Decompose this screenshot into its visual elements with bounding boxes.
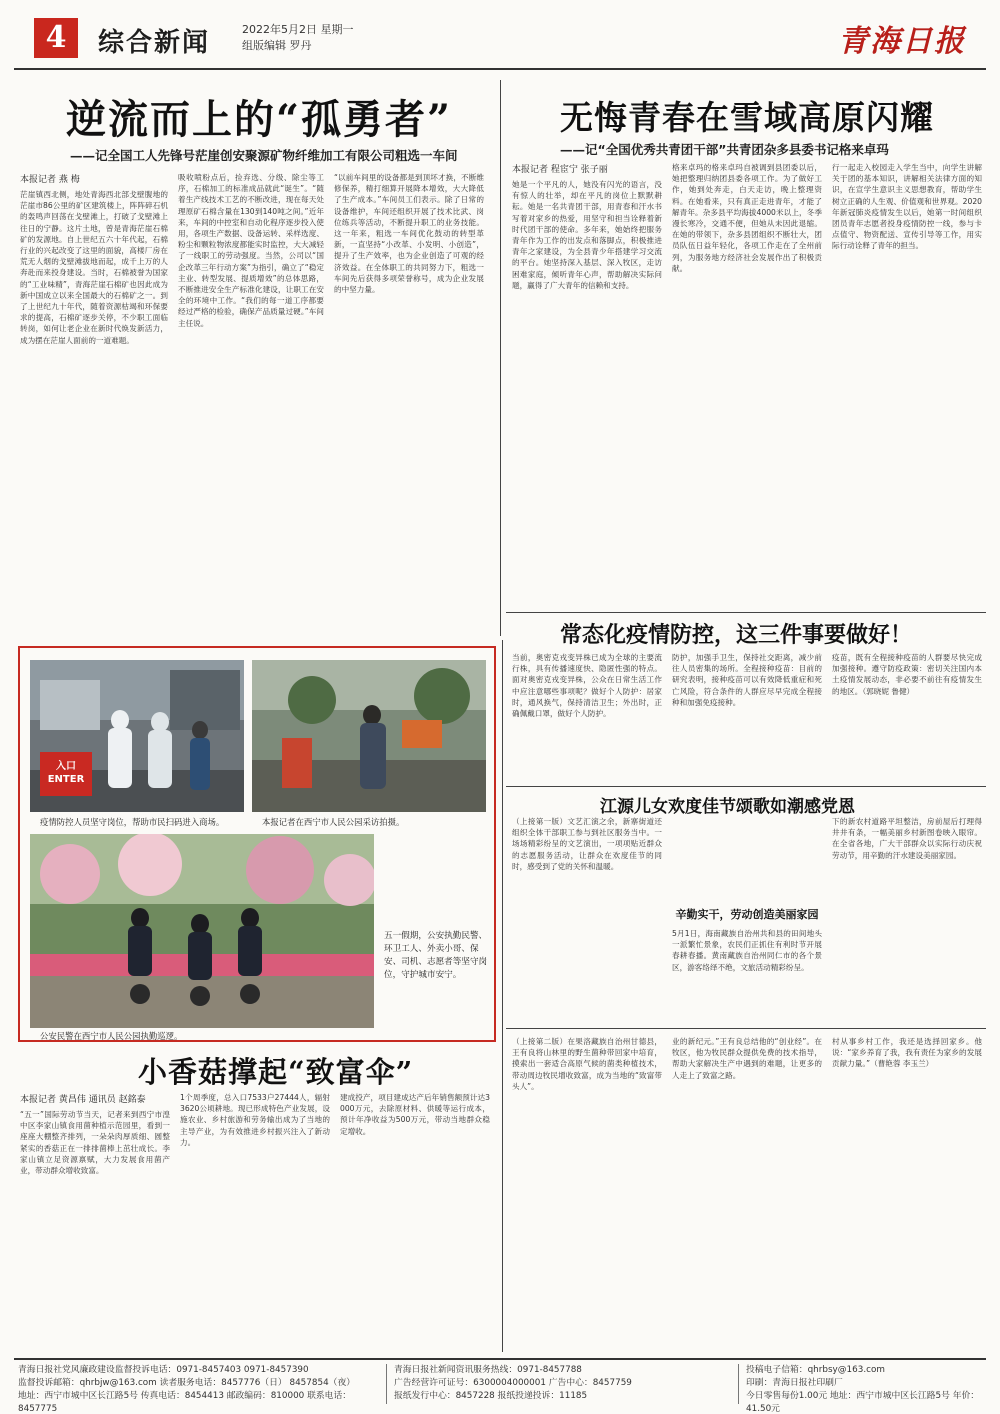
layout-editors: 组版编辑 罗丹	[242, 39, 312, 52]
row-divider-1	[506, 612, 986, 613]
footer-divider	[738, 1364, 739, 1404]
article5-text1: （上接第一版）文艺汇演之余，新寨街道还组织全体干部职工参与到社区服务当中。一场场精彩纷呈的文艺演出，一项项贴近群众的志愿服务活动，让群众在欢度佳节的同时，感受到了党的关怀和温暖。	[512, 817, 662, 871]
article5-subheading: 辛勤实干，劳动创造美丽家园	[675, 908, 819, 921]
page-header	[14, 8, 986, 70]
footer-price: 今日零售每份1.00元 地址：西宁市城中区长江路5号 年价：41.50元	[746, 1391, 980, 1414]
column-divider-lower	[502, 640, 503, 1352]
photo-caption-2: 本报记者在西宁市人民公园采访拍摄。	[262, 817, 405, 827]
article5-text3: 下的新农村道路平坦整洁，房前屋后打理得井井有条，一幅美丽乡村新图卷映入眼帘。在全省各地，广大干部群众以实际行动庆祝劳动节，用辛勤的汗水建设美丽家园。	[832, 817, 982, 860]
article3-col1	[20, 1092, 170, 1350]
newspaper-masthead: 青海日报	[838, 24, 966, 59]
article2-text2: 格来卓玛的格来卓玛自被调到县团委以后，她把整理归纳团县委各项工作。为了做好工作，她到处奔走，白天走访，晚上整理资料。在她看来，只有真正走进青年，才能了解青年。杂多县平均海拔4000米以上，冬季漫长寒冷，交通不便，但她从未因此退缩。在她的带领下，杂多县团组织不断壮大，团员队伍日益年轻化，各项工作走在了全州前列，为服务地方经济社会发展作出了积极贡献。	[672, 163, 822, 273]
article3-text3: 建成投产，项目建成达产后年销售额预计达3000万元，去除原材料、供暖等运行成本，预计年净收益为500万元，带动当地群众稳定增收。	[340, 1093, 490, 1136]
article5-title: 江源儿女欢度佳节颂歌如潮感党恩	[600, 797, 855, 817]
article1-subtitle: ——记全国工人先锋号茫崖创安聚源矿物纤维加工有限公司粗选一车间	[70, 148, 458, 163]
article4-text3: 疫苗，既有全程接种疫苗的人群要尽快完成加强接种。遵守防疫政策：密切关注国内本土疫情发展动态，非必要不前往有疫情发生的地区。（郭晓妮 鲁健）	[832, 653, 982, 696]
article3-title: 小香菇撑起“致富伞”	[138, 1055, 414, 1089]
photo-police-patrol	[30, 834, 374, 1028]
footer-printer: 印刷：青海日报社印刷厂	[746, 1378, 843, 1388]
photo-epidemic-checkpoint	[30, 660, 244, 812]
article1-text1: 茫崖镇西北侧，地处青海西北部戈壁腹地的茫崖市86公里的矿区建筑楼上，阵阵碎石机的轰鸣声回荡在戈壁滩上，打破了戈壁滩上往日的宁静。这片土地，曾是青海茫崖石棉矿的发源地。自上世纪五六十年代起，石棉行业的兴起改变了这里的面貌，高楼厂房在荒无人烟的戈壁滩拔地而起，成千上万的人奔赴而来投身建设。当时，石棉被誉为国家的“工业味精”，青海茫崖石棉矿也因此成为新中国成立以来全国最大的石棉矿之一。到了上世纪九十年代，随着资源枯竭和环保要求的提高，石棉矿逐步关停，不少职工面临转岗，如何让老企业在新时代焕发新活力，成为摆在茫崖人面前的一道难题。	[20, 190, 168, 345]
article2-subtitle: ——记“全国优秀共青团干部”共青团杂多县委书记格来卓玛	[560, 142, 889, 157]
article6-text3: 村从事乡村工作，我还是选择回家乡。他说：“家乡养育了我，我有责任为家乡的发展贡献力量。”（曹艳蓉 李玉兰）	[832, 1037, 982, 1069]
footer-divider	[386, 1364, 387, 1404]
article4-title: 常态化疫情防控，这三件事要做好！	[560, 622, 913, 648]
article2-col1	[512, 162, 662, 608]
article6-text1: （上接第二版）在果洛藏族自治州甘德县，王有良将山林里的野生菌种带回家中培育，摸索出一套适合高原气候的菌类种植技术，带动周边牧民增收致富，成为当地的“致富带头人”。	[512, 1037, 662, 1091]
article5-text2: 5月1日，海南藏族自治州共和县的田间地头一派繁忙景象，农民们正抓住有利时节开展春耕春播。黄南藏族自治州同仁市的各个景区，游客络绎不绝，文旅活动精彩纷呈。	[672, 929, 822, 972]
header-meta	[242, 22, 354, 54]
article1-title: 逆流而上的“孤勇者”	[66, 96, 453, 143]
photo-caption-3: 公安民警在西宁市人民公园执勤巡逻。	[40, 1031, 183, 1041]
issue-date: 2022年5月2日 星期一	[242, 23, 354, 36]
article1-byline: 本报记者 燕 梅	[20, 175, 80, 185]
photo-caption-1: 疫情防控人员坚守岗位，帮助市民扫码进入商场。	[40, 817, 225, 827]
footer-complaint-email: 监督投诉邮箱：qhrbjw@163.com 读者服务电话：8457776（日） 8457854（夜）	[18, 1378, 356, 1388]
article4-text2: 防护，加强手卫生，保持社交距离，减少前往人员密集的场所。全程接种疫苗：目前的研究表明，接种疫苗可以有效降低重症和死亡风险，符合条件的人群应尽早完成全程接种和加强免疫接种。	[672, 653, 822, 707]
section-name: 综合新闻	[98, 28, 211, 58]
page-footer	[14, 1358, 986, 1414]
photo-park-interview	[252, 660, 486, 812]
footer-middle	[394, 1364, 734, 1403]
entrance-sign: 入口 ENTER	[47, 761, 85, 785]
article6-text2: 业的新纪元。”王有良总结他的“创业经”。在牧区，他为牧民群众提供免费的技术指导，帮助大家解决生产中遇到的难题，让更多的人走上了致富之路。	[672, 1037, 822, 1080]
article4-text1: 当前，奥密克戎变异株已成为全球的主要流行株，具有传播速度快、隐匿性强的特点。面对奥密克戎变异株，公众在日常生活工作中应注意哪些事项呢？做好个人防护：居家时，通风换气，保持清洁卫生；外出时，正确佩戴口罩，做好个人防护。	[512, 653, 662, 719]
article3-text1: “五一”国际劳动节当天，记者来到西宁市湟中区李家山镇食用菌种植示范园里，看到一座座大棚整齐排列，一朵朵肉厚质细、圆整紧实的香菇正在一排排菌棒上茁壮成长。李家山镇立足资源禀赋，大力发展食用菌产业，带动群众增收致富。	[20, 1110, 170, 1176]
footer-left	[18, 1364, 378, 1414]
footer-address: 地址：西宁市城中区长江路5号 传真电话：8454413 邮政编码：810000 联系电话：8457775	[18, 1391, 352, 1414]
footer-submission-email: 投稿电子信箱：qhrbsy@163.com	[746, 1365, 885, 1375]
footer-complaint-phone: 青海日报社党风廉政建设监督投诉电话：0971-8457403 0971-8457390	[18, 1365, 309, 1375]
row-divider-2	[506, 786, 986, 787]
article1-text2: 吸收喷粉点后，捡弃选、分级、除尘等工序，石棉加工的标准成品就此“诞生”。“随着生产线技术工艺的不断改进，现在每天处理原矿石棉含量在130到140吨之间。”近年来，车间的中控室和自动化程序逐步投入使用，各项生产数据、设备运转、采样选度、粉尘和颗粒物浓度都能实时监控，大大减轻了一线职工的劳动强度。当然，公司以“国企改革三年行动方案”为指引，确立了“稳定主业、转型发展、提质增效”的总体思路，不断推进安全生产标准化建设，让职工在安全的环境中工作。“我们的每一道工序都要经过严格的检验，确保产品质量过硬。”车间主任说。	[178, 173, 324, 328]
photo-side-caption: 五一假期，公安执勤民警、环卫工人、外卖小哥、保安、司机、志愿者等坚守岗位，守护城市安宁。	[384, 931, 488, 980]
footer-right	[746, 1364, 984, 1414]
article3-text2: 1个周季度，总入口7533户27444人，辐射3620公顷耕地。现已形成特色产业发展，设施农业、乡村旅游和劳务输出成为了当地的主导产业，为有效推进乡村振兴注入了新动力。	[180, 1093, 330, 1147]
article3-byline: 本报记者 黄昌伟 通讯员 赵銘泰	[20, 1095, 146, 1105]
article2-byline: 本报记者 程宦宁 张子丽	[512, 165, 608, 175]
footer-hotline: 青海日报社新闻资讯服务热线：0971-8457788	[394, 1365, 582, 1375]
column-divider	[500, 80, 501, 636]
article1-text3: “以前车间里的设备都是到顶坏才换，不断维修保养，精打细算开展降本增效，大大降低了生产成本。”车间员工们表示。除了日常的设备维护，车间还组织开展了技术比武、岗位练兵等活动，不断提升职工的业务技能。这一年来，粗选一车间优化鼓动的转型革新，一直坚持“小改革、小发明、小创造”，提升了生产效率，也为企业创造了可观的经济效益。在全体职工的共同努力下，粗选一车间先后获得多项荣誉称号，成为企业发展的中坚力量。	[334, 173, 484, 295]
page-number: 4	[34, 18, 78, 58]
footer-distribution: 报纸发行中心：8457228 报纸投递投诉：11185	[394, 1391, 588, 1401]
article1-col1	[20, 172, 168, 632]
article2-title: 无悔青春在雪域高原闪耀	[560, 98, 934, 137]
footer-ad-license: 广告经营许可证号：6300004000001 广告中心：8457759	[394, 1378, 632, 1388]
article2-text1: 她是一个平凡的人，她没有闪光的语言，没有惊人的壮举，却在平凡的岗位上默默耕耘。她是一名共青团干部，用青春和汗水书写着对家乡的热爱，用坚守和担当诠释着新时代团干部的使命。多年来，她始终把服务青年作为工作的出发点和落脚点，积极推进青年之家建设，为全县青少年搭建学习交流的平台。她坚持深入基层、深入牧区，走访困难家庭，倾听青年心声，帮助解决实际问题，赢得了广大青年的信赖和支持。	[512, 180, 662, 290]
row-divider-3	[506, 1028, 986, 1029]
article2-text3: 行一起走入校园走入学生当中，向学生讲解关于团的基本知识，讲解相关法律方面的知识，在宣学生意识主义思想教育，帮助学生树立正确的人生观、价值观和世界观。2020年新冠肺炎疫情发生以后，她第一时间组织团员青年志愿者投身疫情防控一线，参与卡点值守、物资配送、宣传引导等工作，用实际行动诠释了青年的担当。	[832, 163, 982, 251]
article5-col2	[672, 816, 822, 1020]
